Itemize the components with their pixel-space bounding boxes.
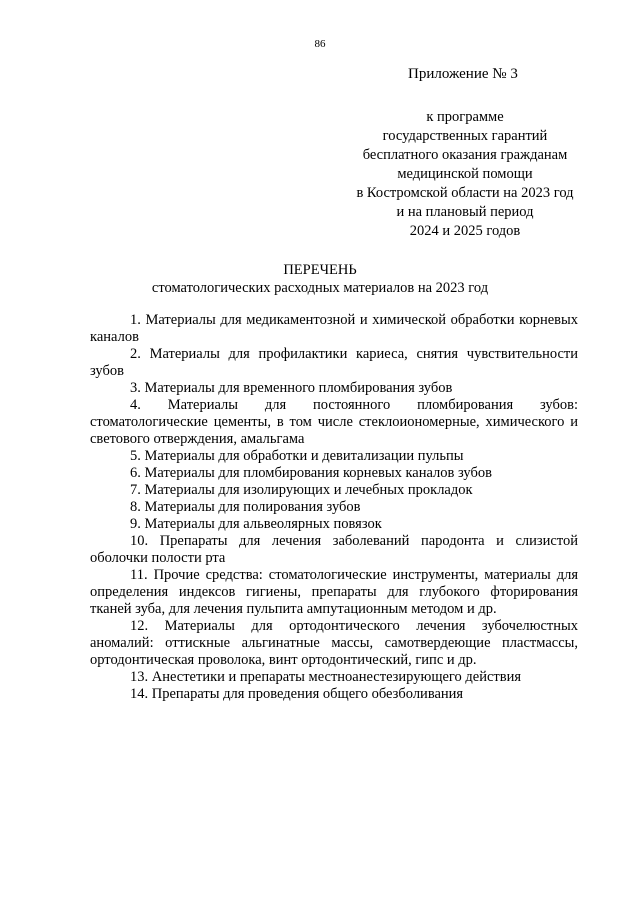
appendix-line: бесплатного оказания гражданам bbox=[362, 147, 568, 163]
list-item: 5. Материалы для обработки и девитализации пульпы bbox=[130, 448, 464, 464]
page-number: 86 bbox=[314, 38, 326, 50]
list-item: 9. Материалы для альвеолярных повязок bbox=[130, 516, 382, 532]
materials-list bbox=[90, 312, 578, 703]
appendix-line: государственных гарантий bbox=[382, 128, 548, 144]
list-item: 12. Материалы для ортодонтического лечения зубочелюстных аномалий: оттискные альгинатные массы, самотвердеющие пластмассы, ортодонтическая проволока, винт ортодонтический, гипс и др. bbox=[90, 618, 578, 668]
list-item: 6. Материалы для пломбирования корневых каналов зубов bbox=[130, 465, 492, 481]
list-item: 10. Препараты для лечения заболеваний пародонта и слизистой оболочки полости рта bbox=[90, 533, 578, 566]
appendix-line: в Костромской области на 2023 год bbox=[356, 185, 574, 201]
appendix-line: к программе bbox=[426, 109, 504, 125]
document-subheading: стоматологических расходных материалов на 2023 год bbox=[151, 280, 489, 296]
list-item: 2. Материалы для профилактики кариеса, снятия чувствительности зубов bbox=[90, 346, 578, 379]
appendix-line: 2024 и 2025 годов bbox=[409, 223, 521, 239]
list-item: 11. Прочие средства: стоматологические инструменты, материалы для определения индексов гигиены, препараты для глубокого фторирования тканей зуба, для лечения пульпита ампутационным методом и др. bbox=[90, 567, 578, 617]
list-item: 8. Материалы для полирования зубов bbox=[130, 499, 361, 515]
list-item: 1. Материалы для медикаментозной и химической обработки корневых каналов bbox=[90, 312, 578, 345]
appendix-line: и на плановый период bbox=[396, 204, 534, 220]
appendix-block bbox=[330, 108, 600, 241]
document-heading: ПЕРЕЧЕНЬ bbox=[283, 262, 357, 278]
list-item: 4. Материалы для постоянного пломбирования зубов: стоматологические цементы, в том числе стеклоиономерные, химического и светового отверждения, амальгама bbox=[90, 397, 578, 447]
list-item: 7. Материалы для изолирующих и лечебных прокладок bbox=[130, 482, 473, 498]
list-item: 3. Материалы для временного пломбирования зубов bbox=[130, 380, 453, 396]
appendix-line: медицинской помощи bbox=[397, 166, 533, 182]
list-item: 13. Анестетики и препараты местноанестезирующего действия bbox=[130, 669, 521, 685]
list-item: 14. Препараты для проведения общего обезболивания bbox=[130, 686, 464, 702]
appendix-title: Приложение № 3 bbox=[408, 66, 518, 82]
